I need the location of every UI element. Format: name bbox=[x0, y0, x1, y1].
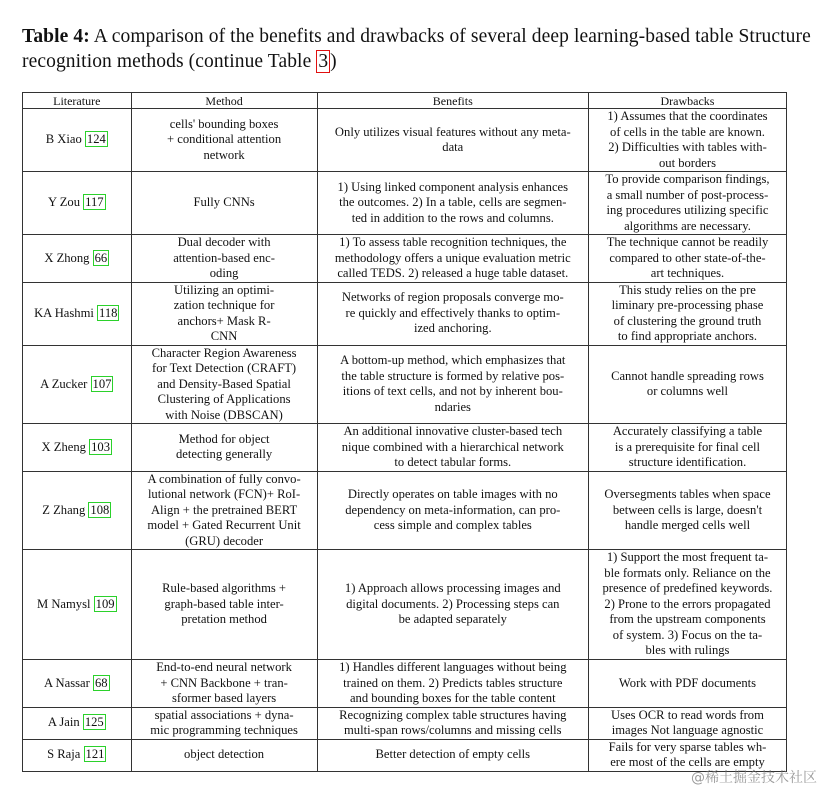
table-row bbox=[23, 282, 787, 345]
table-row bbox=[23, 109, 787, 172]
drawbacks-cell: 1) Support the most frequent ta- ble formats only. Reliance on the presence of predefined keywords. 2) Prone to the errors propagated from the upstream components of system. 3) Focus on the ta- bles with rulings bbox=[588, 550, 786, 660]
citation-link[interactable]: 66 bbox=[94, 250, 108, 265]
author-name: A Jain bbox=[47, 715, 80, 730]
method-cell: End-to-end neural network + CNN Backbone + tran- sformer based layers bbox=[131, 660, 317, 708]
method-cell: Dual decoder with attention-based enc- oding bbox=[131, 235, 317, 283]
benefits-cell: 1) To assess table recognition techniques, the methodology offers a unique evaluation metric called TEDS. 2) released a huge table dataset. bbox=[317, 235, 588, 283]
drawbacks-cell: This study relies on the pre liminary pre-processing phase of clustering the ground truth to find appropriate anchors. bbox=[588, 282, 786, 345]
literature-cell bbox=[23, 550, 132, 660]
method-cell: cells' bounding boxes + conditional attention network bbox=[131, 109, 317, 172]
drawbacks-cell: Work with PDF documents bbox=[588, 660, 786, 708]
author-name: M Namysl bbox=[36, 596, 91, 611]
author-name: X Zhong bbox=[44, 250, 90, 265]
citation-link[interactable]: 108 bbox=[90, 502, 110, 517]
table-row bbox=[23, 550, 787, 660]
header-benefits: Benefits bbox=[317, 93, 588, 109]
method-cell: Character Region Awareness for Text Detection (CRAFT) and Density-Based Spatial Clustering of Applications with Noise (DBSCAN) bbox=[131, 345, 317, 424]
literature-cell bbox=[23, 739, 132, 771]
benefits-cell: 1) Using linked component analysis enhances the outcomes. 2) In a table, cells are segmen- ted in addition to the rows and columns. bbox=[317, 172, 588, 235]
author-name: A Nassar bbox=[43, 675, 90, 690]
literature-cell bbox=[23, 424, 132, 472]
table-row bbox=[23, 424, 787, 472]
author-name: X Zheng bbox=[41, 439, 86, 454]
benefits-cell: Networks of region proposals converge mo- re quickly and effectively thanks to optim- ized anchoring. bbox=[317, 282, 588, 345]
method-cell: A combination of fully convo- lutional network (FCN)+ RoI- Align + the pretrained BERT model + Gated Recurrent Unit (GRU) decoder bbox=[131, 471, 317, 550]
table-row bbox=[23, 707, 787, 739]
literature-cell bbox=[23, 707, 132, 739]
table-body bbox=[23, 109, 787, 772]
drawbacks-cell: Cannot handle spreading rows or columns well bbox=[588, 345, 786, 424]
drawbacks-cell: Fails for very sparse tables wh- ere most of the cells are empty bbox=[588, 739, 786, 771]
literature-cell bbox=[23, 235, 132, 283]
benefits-cell: Recognizing complex table structures having multi-span rows/columns and missing cells bbox=[317, 707, 588, 739]
benefits-cell: An additional innovative cluster-based tech nique combined with a hierarchical network to detect tabular forms. bbox=[317, 424, 588, 472]
drawbacks-cell: Accurately classifying a table is a prerequisite for final cell structure identification. bbox=[588, 424, 786, 472]
table-caption bbox=[22, 24, 812, 74]
author-name: S Raja bbox=[47, 747, 81, 762]
table-header-row bbox=[23, 93, 787, 109]
header-method: Method bbox=[131, 93, 317, 109]
drawbacks-cell: 1) Assumes that the coordinates of cells in the table are known. 2) Difficulties with tables with- out borders bbox=[588, 109, 786, 172]
literature-cell bbox=[23, 660, 132, 708]
table-row bbox=[23, 345, 787, 424]
comparison-table bbox=[22, 92, 787, 772]
benefits-cell: A bottom-up method, which emphasizes that the table structure is formed by relative pos- itions of text cells, and not by inherent bou- ndaries bbox=[317, 345, 588, 424]
author-name: Z Zhang bbox=[42, 502, 86, 517]
table-row bbox=[23, 739, 787, 771]
benefits-cell: Better detection of empty cells bbox=[317, 739, 588, 771]
citation-link[interactable]: 68 bbox=[94, 675, 108, 690]
method-cell: Method for object detecting generally bbox=[131, 424, 317, 472]
citation-link[interactable]: 109 bbox=[95, 596, 115, 611]
drawbacks-cell: The technique cannot be readily compared to other state-of-the- art techniques. bbox=[588, 235, 786, 283]
table-row bbox=[23, 235, 787, 283]
citation-link[interactable]: 121 bbox=[85, 747, 105, 762]
header-literature: Literature bbox=[23, 93, 132, 109]
citation-link[interactable]: 103 bbox=[91, 439, 110, 454]
citation-link[interactable]: 124 bbox=[86, 132, 106, 147]
benefits-cell: 1) Handles different languages without being trained on them. 2) Predicts tables structure and bounding boxes for the table content bbox=[317, 660, 588, 708]
caption-text: A comparison of the benefits and drawbacks of several deep learning-based table Structure recognition methods (continue Table bbox=[22, 26, 811, 72]
method-cell: Rule-based algorithms + graph-based table inter- pretation method bbox=[131, 550, 317, 660]
author-name: B Xiao bbox=[45, 132, 82, 147]
literature-cell bbox=[23, 345, 132, 424]
method-cell: Fully CNNs bbox=[131, 172, 317, 235]
author-name: A Zucker bbox=[40, 376, 88, 391]
citation-link[interactable]: 117 bbox=[85, 195, 104, 210]
table-row bbox=[23, 471, 787, 550]
drawbacks-cell: Oversegments tables when space between cells is large, doesn't handle merged cells well bbox=[588, 471, 786, 550]
author-name: Y Zou bbox=[47, 195, 80, 210]
method-cell: object detection bbox=[131, 739, 317, 771]
literature-cell bbox=[23, 282, 132, 345]
method-cell: spatial associations + dyna- mic programming techniques bbox=[131, 707, 317, 739]
drawbacks-cell: Uses OCR to read words from images Not language agnostic bbox=[588, 707, 786, 739]
benefits-cell: 1) Approach allows processing images and digital documents. 2) Processing steps can be adapted separately bbox=[317, 550, 588, 660]
citation-link[interactable]: 107 bbox=[92, 376, 112, 391]
table-row bbox=[23, 660, 787, 708]
literature-cell bbox=[23, 471, 132, 550]
literature-cell bbox=[23, 109, 132, 172]
method-cell: Utilizing an optimi- zation technique for anchors+ Mask R- CNN bbox=[131, 282, 317, 345]
table-reference-link[interactable]: 3 bbox=[318, 51, 329, 72]
caption-close: ) bbox=[330, 51, 337, 72]
table-row bbox=[23, 172, 787, 235]
drawbacks-cell: To provide comparison findings, a small number of post-process- ing procedures utilizing specific algorithms are necessary. bbox=[588, 172, 786, 235]
caption-label: Table 4: bbox=[22, 26, 90, 47]
citation-link[interactable]: 125 bbox=[84, 715, 104, 730]
citation-link[interactable]: 118 bbox=[99, 305, 118, 320]
literature-cell bbox=[23, 172, 132, 235]
author-name: KA Hashmi bbox=[34, 305, 94, 320]
benefits-cell: Only utilizes visual features without any meta- data bbox=[317, 109, 588, 172]
watermark: @稀土掘金技术社区 bbox=[691, 770, 817, 786]
benefits-cell: Directly operates on table images with no dependency on meta-information, can pro- cess simple and complex tables bbox=[317, 471, 588, 550]
header-drawbacks: Drawbacks bbox=[588, 93, 786, 109]
